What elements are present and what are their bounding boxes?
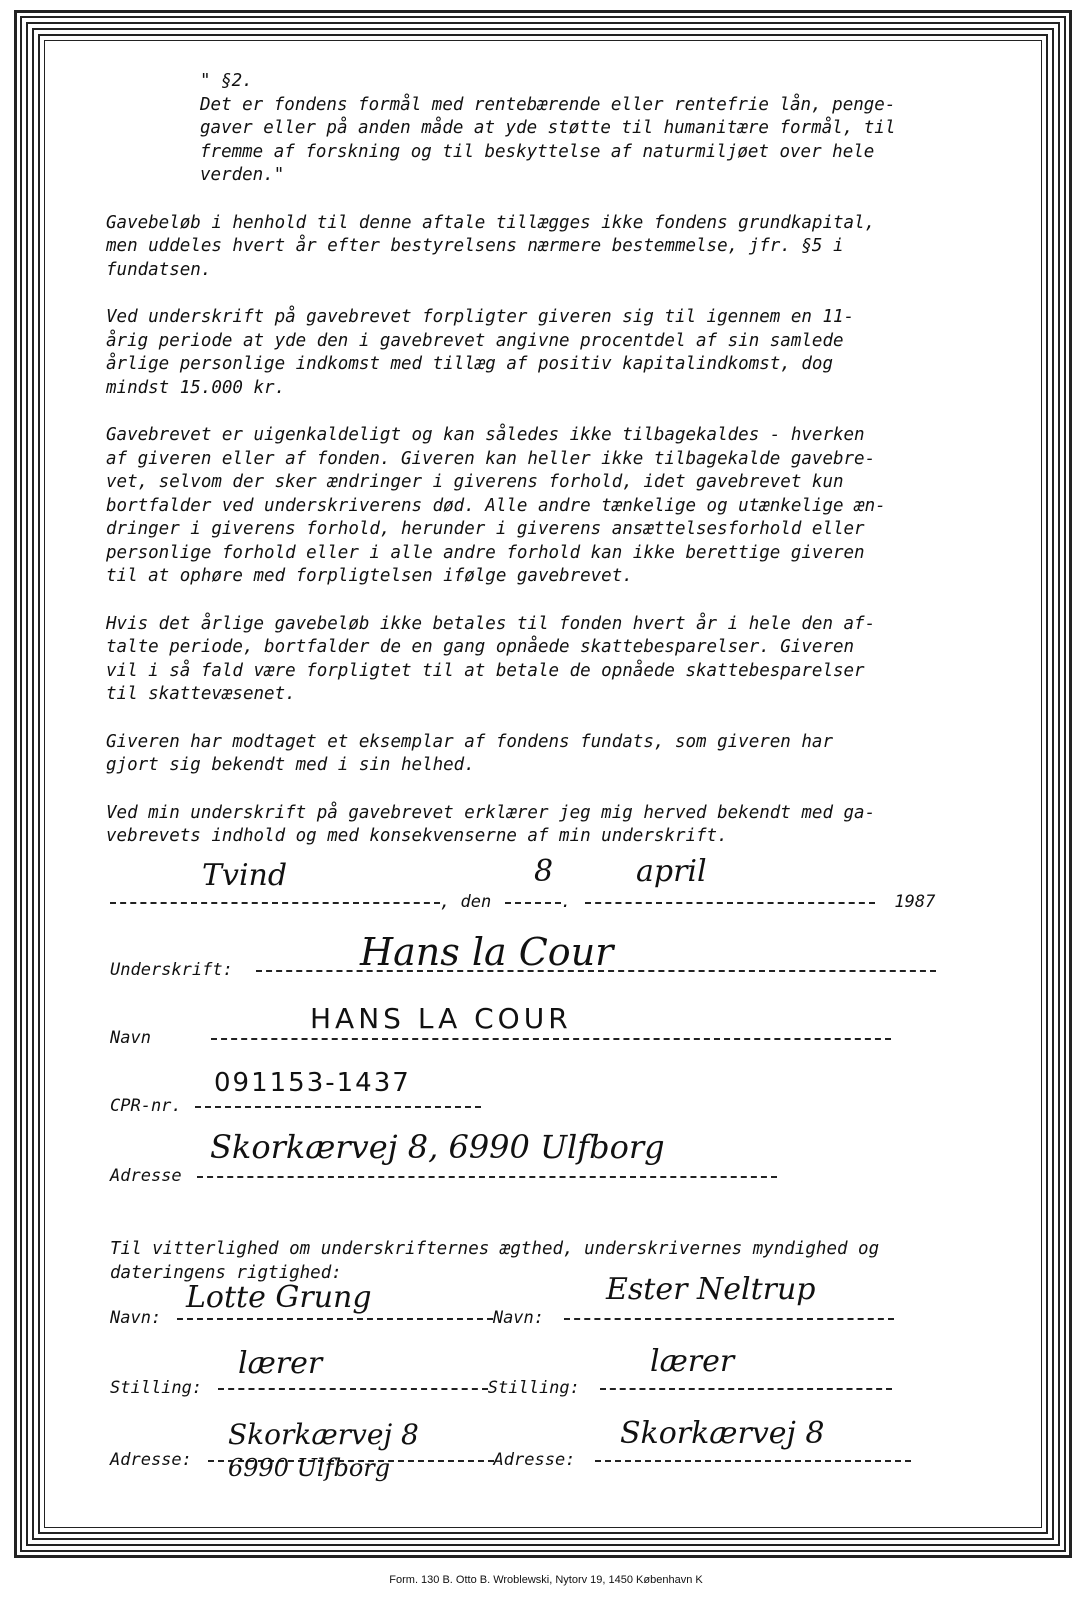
paragraph-fundats: Giveren har modtaget et eksemplar af fondens fundats, som giveren har gjort sig bekendt med i sin helhed. — [106, 731, 833, 775]
paragraph-grundkapital: Gavebeløb i henhold til denne aftale tillægges ikke fondens grundkapital, men uddeles hvert år efter bestyrelsens nærmere bestemmelse, jfr. §5 i fundatsen. — [106, 212, 876, 280]
witness-left-address2-handwritten: 6990 Ulfborg — [228, 1454, 391, 1482]
cpr-line — [110, 1096, 481, 1116]
witness-left-name-label: Navn: — [110, 1308, 162, 1328]
address-line — [110, 1166, 777, 1186]
address-label: Adresse — [110, 1166, 182, 1186]
signature-form — [110, 854, 970, 1560]
year: 1987 — [894, 892, 936, 912]
witness-heading: Til vitterlighed om underskrifternes ægthed, underskrivernes myndighed og dateringens rigtighed: — [110, 1239, 880, 1283]
witness-right-address-label: Adresse: — [493, 1450, 576, 1470]
month-handwritten: april — [636, 854, 707, 889]
paragraph-erklaering: Ved min underskrift på gavebrevet erklærer jeg mig herved bekendt med ga- vebrevets indhold og med konsekvenserne af min underskrift. — [106, 802, 876, 846]
section-number: " §2. — [200, 71, 253, 91]
witness-right-position-label: Stilling: — [487, 1378, 580, 1398]
witness-left-address-handwritten: Skorkærvej 8 — [228, 1418, 419, 1451]
form-footer: Form. 130 B. Otto B. Wroblewski, Nytorv 19, 1450 København K — [389, 1574, 703, 1586]
witness-position-line — [110, 1378, 892, 1398]
witness-left-name-handwritten: Lotte Grung — [186, 1280, 372, 1315]
witness-left-position-label: Stilling: — [110, 1378, 203, 1398]
witness-right-position-handwritten: lærer — [650, 1344, 735, 1379]
signature-label: Underskrift: — [110, 960, 233, 980]
paragraph-skattebesparelser: Hvis det årlige gavebeløb ikke betales til fonden hvert år i hele den af- talte periode, bortfalder de en gang opnåede skattebesparelser. Giveren vil i så fald være forpligtet til at betale de opnåede skattebesparelser til skattevæsenet. — [106, 613, 876, 704]
day-handwritten: 8 — [534, 854, 554, 889]
witness-right-address-handwritten: Skorkærvej 8 — [620, 1416, 825, 1451]
section-text: Det er fondens formål med rentebærende eller rentefrie lån, penge- gaver eller på anden måde at yde støtte til humanitære formål, til fremme af forskning og til beskyttelse af naturmiljøet over hele verden." — [200, 94, 896, 185]
document-body — [106, 70, 966, 849]
den-label: , den — [440, 892, 492, 912]
cpr-label: CPR-nr. — [110, 1096, 182, 1116]
name-handwritten: HANS LA COUR — [310, 1002, 572, 1035]
witness-right-name-label: Navn: — [492, 1308, 545, 1328]
witness-left-position-handwritten: lærer — [238, 1346, 323, 1381]
paragraph-forpligtelse: Ved underskrift på gavebrevet forpligter giveren sig til igennem en 11- årig periode at yde den i gavebrevet angivne procentdel af sin samlede årlige personlige indkomst med tillæg af positiv kapitalindkomst, dog mindst 15.000 kr. — [106, 307, 855, 398]
name-label: Navn — [110, 1028, 151, 1048]
witness-left-address-label: Adresse: — [110, 1450, 192, 1470]
address-handwritten: Skorkærvej 8, 6990 Ulfborg — [210, 1128, 665, 1166]
signature-handwritten: Hans la Cour — [360, 930, 614, 974]
cpr-handwritten: 091153-1437 — [214, 1068, 411, 1098]
date-line: , den . 1987 — [110, 892, 935, 912]
place-handwritten: Tvind — [202, 858, 288, 893]
quoted-section — [200, 70, 966, 188]
paragraph-uigenkaldelig: Gavebrevet er uigenkaldeligt og kan således ikke tilbagekaldes - hverken af giveren eller af fonden. Giveren kan heller ikke tilbagekalde gavebre- vet, selvom der sker ændringer i giverens forhold, idet gavebrevet kun bortfalder ved underskriverens død. Alle andre tænkelige og utænkelige æn- dringer i giverens forhold, herunder i giverens ansættelsesforhold eller personlige forhold eller i alle andre forhold kan ikke berettige giveren til at ophøre med forpligtelsen ifølge gavebrevet. — [106, 425, 886, 586]
witness-right-name-handwritten: Ester Neltrup — [606, 1272, 816, 1307]
